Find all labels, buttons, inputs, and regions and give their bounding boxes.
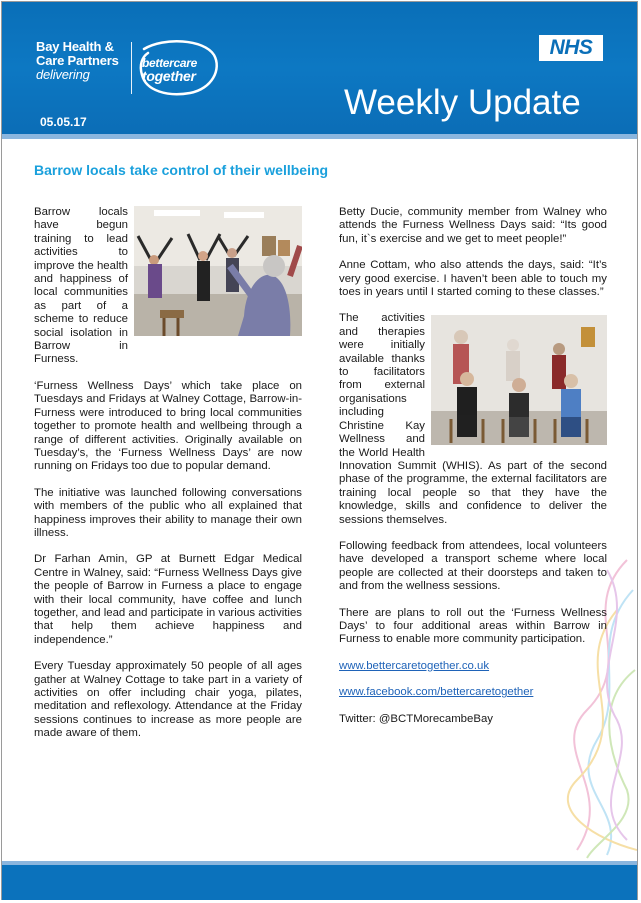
article-headline: Barrow locals take control of their wellbeing — [34, 162, 329, 178]
nhs-logo: NHS — [539, 35, 603, 61]
header-underline — [2, 134, 637, 139]
article-left-column — [34, 206, 302, 754]
header-banner — [2, 2, 637, 134]
paragraph: There are plans to roll out the ‘Furness Wellness Days’ to four additional areas within Barrow in Furness to enable more community participation. — [339, 606, 607, 646]
paragraph: The initiative was launched following conversations with members of the public who all explained that happiness improves their ability to manage their own illness. — [34, 486, 302, 539]
paragraph: Barrow locals have begun training to lead activities to improve the health and happiness of local communities as part of a scheme to reduce social isolation in Barrow in Furness. — [34, 206, 128, 366]
website-link[interactable]: www.bettercaretogether.co.uk — [339, 659, 490, 672]
paragraph: Anne Cottam, who also attends the days, said: “It’s very good exercise. I haven’t been able to touch my toes in years until I started coming to these classes.” — [339, 259, 607, 299]
paragraph: Following feedback from attendees, local volunteers have developed a transport scheme where local people are collected at their doorsteps and taken to and from the wellness sessions. — [339, 539, 607, 593]
paragraph: Dr Farhan Amin, GP at Burnett Edgar Medical Centre in Walney, said: “Furness Wellness Days give the people of Barrow in Furness a place to engage with their local community, have coffee and lunch together, and lead and participate in various activities that help them achieve happiness and independence.” — [34, 553, 302, 646]
facebook-link[interactable]: www.facebook.com/bettercaretogether — [339, 686, 534, 699]
exercise-class-photo — [134, 206, 302, 338]
issue-date: 05.05.17 — [40, 115, 87, 129]
logo-separator — [131, 42, 132, 94]
footer-band — [2, 865, 637, 900]
paragraph: Every Tuesday approximately 50 people of all ages gather at Walney Cottage to take part in a variety of activities on offer including chair yoga, pilates, meditation and reflexology. Attendance at the Friday sessions continues to increase as more people are made aware of them. — [34, 660, 302, 740]
twitter-handle: Twitter: @BCTMorecambeBay — [339, 712, 493, 725]
seated-group-photo — [431, 315, 607, 447]
paragraph: Betty Ducie, community member from Walney who attends the Furness Wellness Days said: “Its good fun, it`s exercise and we get to meet people!” — [339, 206, 607, 245]
bettercare-logo-text: bettercare together — [142, 56, 198, 84]
org-name: Bay Health & Care Partners delivering — [36, 39, 119, 82]
paragraph: The activities and therapies were initially available thanks to facilitators from external organisations including Christine Kay Wellness and the World Health Innovation Summit (WHIS). As part of the second phase of the programme, the external facilitators are training local people so that they have the knowledge, skills and confidence to deliver the sessions themselves. — [339, 312, 607, 526]
page-title: Weekly Update — [344, 83, 581, 122]
article-right-column — [339, 206, 607, 739]
paragraph: ‘Furness Wellness Days’ which take place on Tuesdays and Fridays at Walney Cottage, Barrow-in-Furness were introduced to bring local communities together to promote health and wellbeing through a range of different activities. Originally available on Tuesday’s, the ‘Furness Wellness Days’ are now running on Fridays too due to popular demand. — [34, 379, 302, 473]
